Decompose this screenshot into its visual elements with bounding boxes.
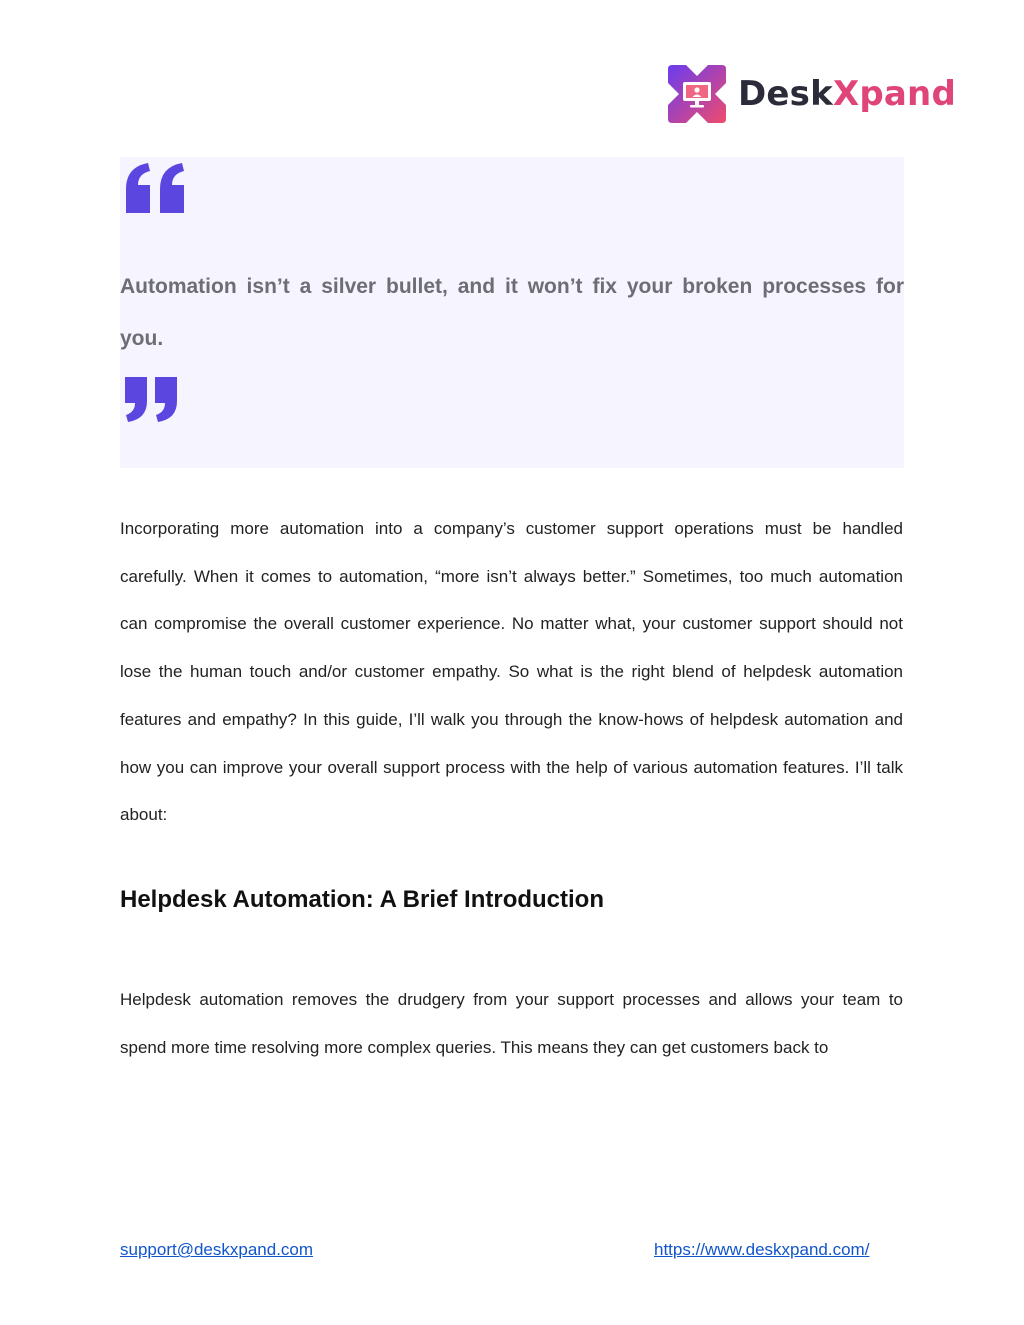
section-paragraph: Helpdesk automation removes the drudgery from your support processes and allows your team to spend more time resolving more complex queries. This means they can get customers back to xyxy=(120,990,903,1057)
brand-logo xyxy=(664,60,956,128)
brand-name-part2: Xpand xyxy=(832,74,956,114)
open-quote-icon xyxy=(122,161,188,217)
quote-text: Automation isn’t a silver bullet, and it won’t fix your broken processes for you. xyxy=(120,275,904,350)
pull-quote xyxy=(120,157,904,468)
brand-name-part1: Desk xyxy=(738,74,833,114)
website-link[interactable]: https://www.deskxpand.com/ xyxy=(654,1240,870,1259)
section-heading: Helpdesk Automation: A Brief Introduction xyxy=(120,886,604,913)
brand-name xyxy=(738,74,956,114)
monitor-cross-logo-icon xyxy=(664,61,730,127)
intro-paragraph: Incorporating more automation into a company’s customer support operations must be handled carefully. When it comes to automation, “more isn’t always better.” Sometimes, too much automation can compromise the overall customer experience. No matter what, your customer support should not lose the human touch and/or customer empathy. So what is the right blend of helpdesk automation features and empathy? In this guide, I’ll walk you through the know-hows of helpdesk automation and how you can improve your overall support process with the help of various automation features. I’ll talk about: xyxy=(120,519,903,825)
close-quote-icon xyxy=(122,375,180,423)
support-email-link[interactable]: support@deskxpand.com xyxy=(120,1240,314,1259)
